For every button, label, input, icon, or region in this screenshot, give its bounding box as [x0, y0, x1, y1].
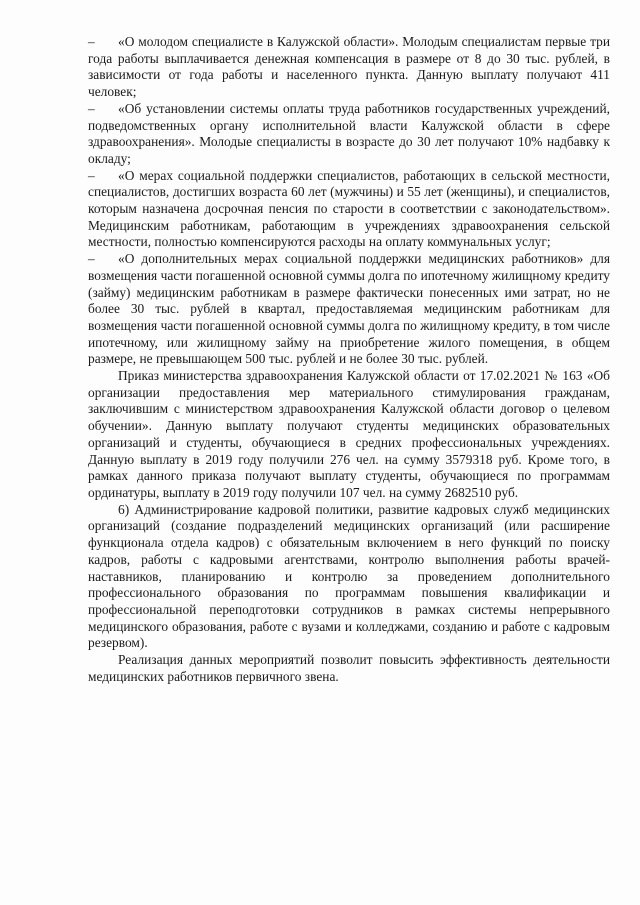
dash-marker: –	[88, 167, 95, 183]
dash-marker: –	[88, 251, 95, 267]
list-item-text: «О молодом специалисте в Калужской области». Молодым специалистам первые три года работы выплачивается денежная компенсация в размере от 8 до 30 тыс. рублей, в зависимости от года работы и населенного пункта. Данную выплату получают 411 человек;	[88, 34, 610, 100]
list-item	[88, 34, 610, 101]
list-item	[88, 168, 610, 252]
list-item-text: «Об установлении системы оплаты труда работников государственных учреждений, подведомственных органу исполнительной власти Калужской области в сфере здравоохранения». Молодые специалисты в возрасте до 30 лет получают 10% надбавку к окладу;	[88, 100, 610, 166]
list-item	[88, 101, 610, 168]
list-item-text: «О дополнительных мерах социальной поддержки медицинских работников» для возмещения части погашенной основной суммы долга по ипотечному жилищному кредиту (займу) медицинским работникам в размере фактически понесенных ими затрат, но не более 30 тыс. рублей в квартал, предоставляемая медицинским работникам для возмещения части погашенной основной суммы долга по жилищному кредиту, в том числе ипотечному, или жилищному займу на приобретение жилого помещения, в общем размере, не превышающем 500 тыс. рублей и не более 30 тыс. рублей.	[88, 251, 610, 367]
conclusion-paragraph: Реализация данных мероприятий позволит повысить эффективность деятельности медицинских работников первичного звена.	[88, 652, 610, 684]
order-paragraph: Приказ министерства здравоохранения Калужской области от 17.02.2021 № 163 «Об организации предоставления мер материального стимулирования гражданам, заключившим с министерством здравоохранения Калужской области договор о целевом обучении». Данную выплату получают студенты медицинских образовательных организаций и студенты, обучающиеся в средних профессиональных учреждениях. Данную выплату в 2019 году получили 276 чел. на сумму 3579318 руб. Кроме того, в рамках данного приказа получают выплату студенты, обучающиеся по программам ординатуры, выплату в 2019 году получили 107 чел. на сумму 2682510 руб.	[88, 368, 610, 500]
document-body	[88, 34, 610, 685]
hr-administration-paragraph: 6) Администрирование кадровой политики, развитие кадровых служб медицинских организаций (создание подразделений медицинских организаций (или расширение функционала отдела кадров) с обязательным включением в него функций по поиску кадров, работы с кадровыми агентствами, контролю выполнения работы врачей-наставников, планированию и контролю за проведением дополнительного профессионального образования по программам повышения квалификации и профессиональной переподготовки сотрудников в рамках системы непрерывного медицинского образования, работе с вузами и колледжами, созданию и работе с кадровым резервом).	[88, 501, 610, 651]
dash-marker: –	[88, 100, 95, 116]
list-item-text: «О мерах социальной поддержки специалистов, работающих в сельской местности, специалистов, достигших возраста 60 лет (мужчины) и 55 лет (женщины), и специалистов, которым назначена досрочная пенсия по старости в соответствии с законодательством». Медицинским работникам, работающим в учреждениях здравоохранения сельской местности, полностью компенсируются расходы на оплату коммунальных услуг;	[88, 167, 610, 250]
list-item	[88, 251, 610, 368]
dash-marker: –	[88, 34, 95, 49]
